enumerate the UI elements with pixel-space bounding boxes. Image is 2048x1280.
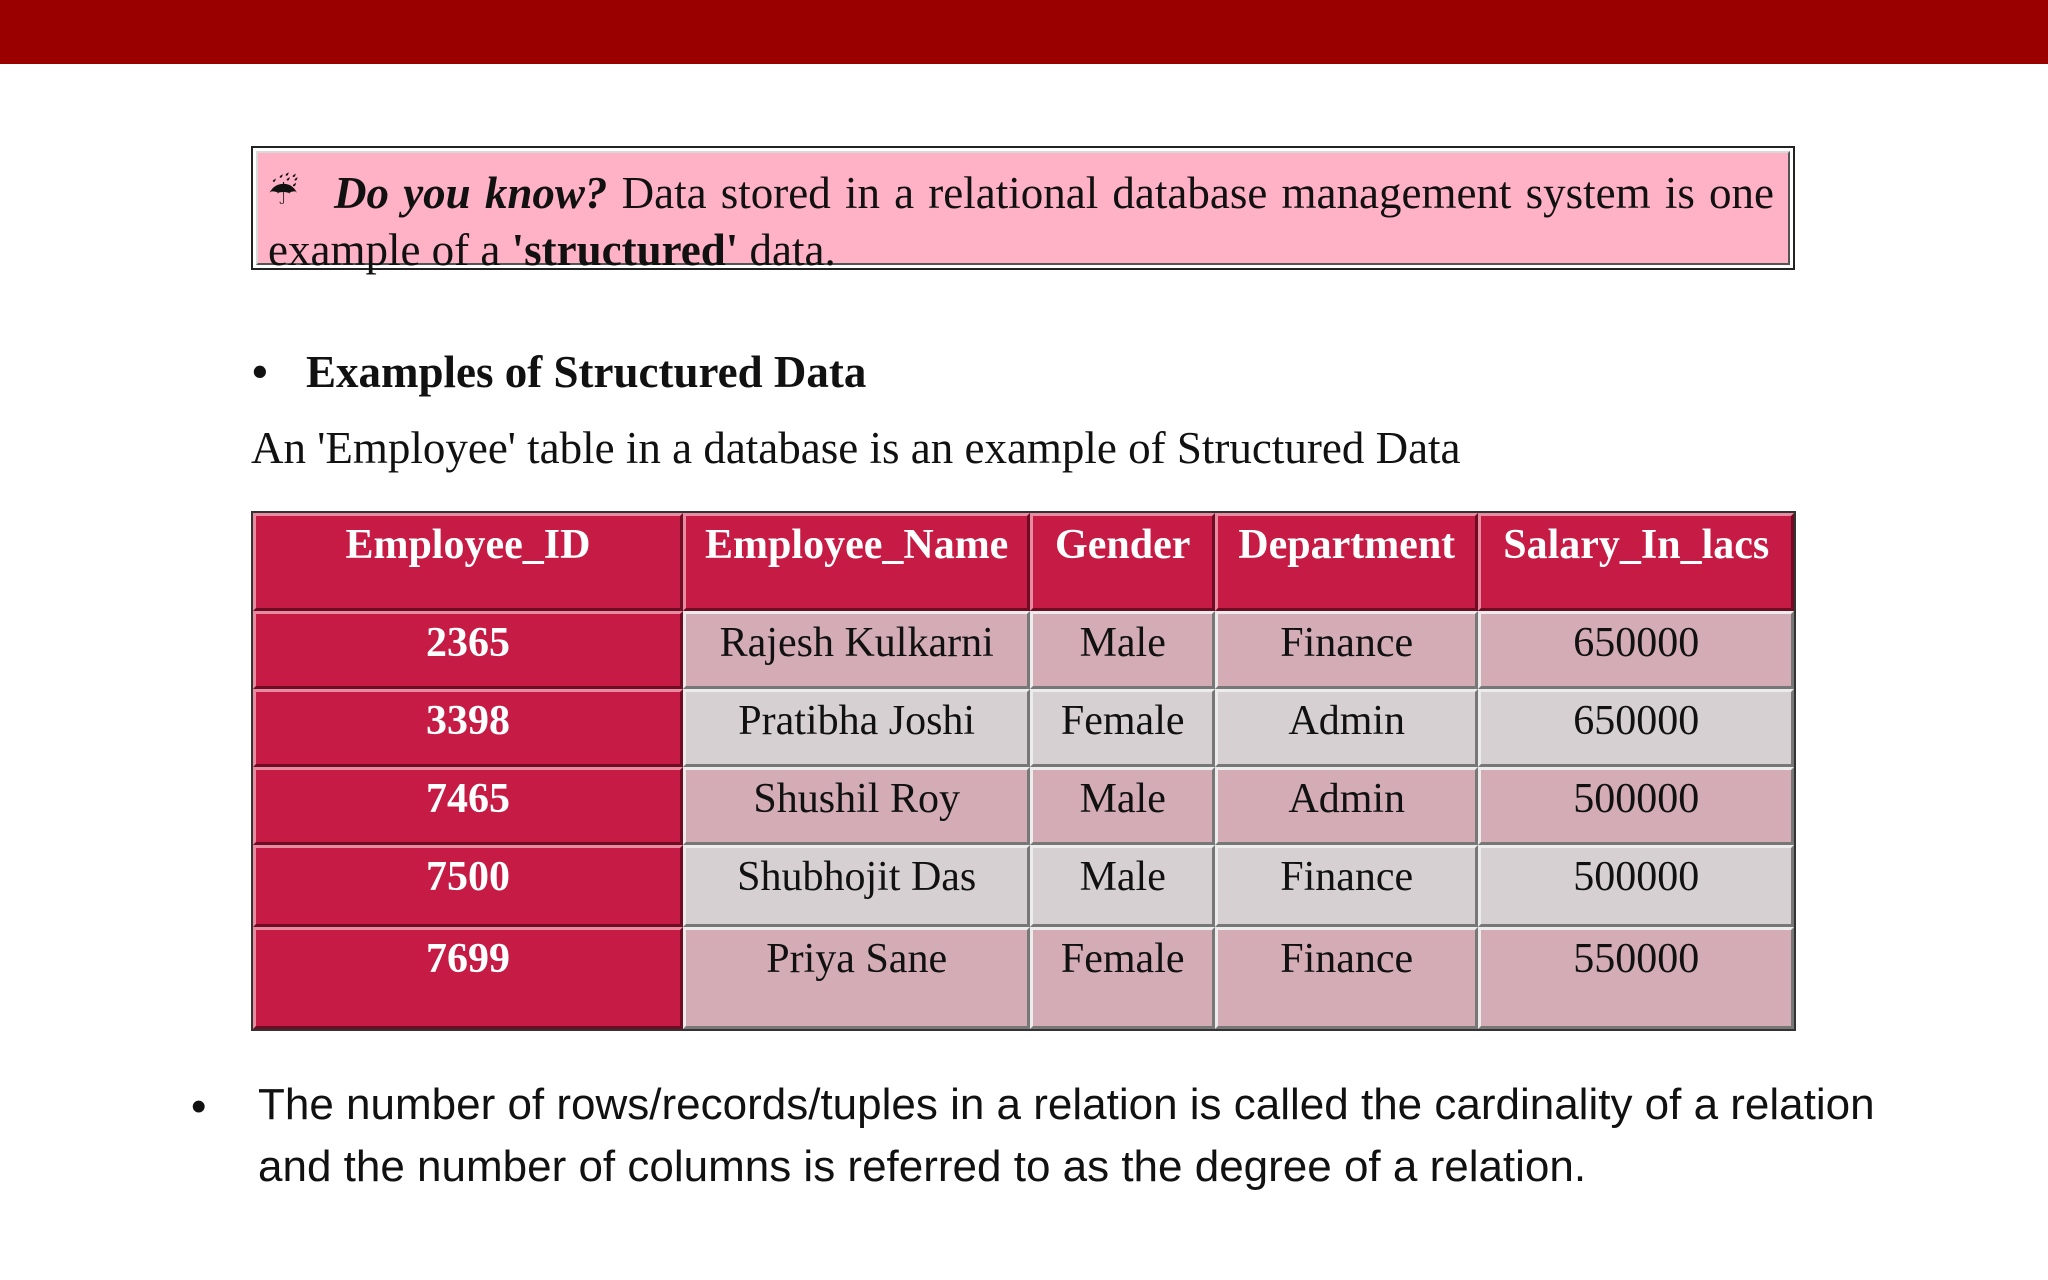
header-salary: Salary_In_lacs (1478, 513, 1794, 611)
cell-employee-id: 7699 (253, 927, 683, 1029)
header-gender: Gender (1030, 513, 1214, 611)
cell-gender: Female (1030, 689, 1214, 767)
cell-department: Admin (1215, 767, 1479, 845)
cell-gender: Male (1030, 767, 1214, 845)
info-callout-content (256, 151, 1790, 275)
cell-gender: Male (1030, 845, 1214, 927)
header-department: Department (1215, 513, 1479, 611)
cell-gender: Female (1030, 927, 1214, 1029)
cell-department: Finance (1215, 611, 1479, 689)
cell-salary: 550000 (1478, 927, 1794, 1029)
employee-table (251, 511, 1796, 1031)
header-employee-id: Employee_ID (253, 513, 683, 611)
cell-employee-name: Pratibha Joshi (683, 689, 1031, 767)
heading-bullet: • (252, 347, 268, 397)
table-row (253, 689, 1794, 767)
heading-text: Examples of Structured Data (306, 347, 867, 397)
table-row (253, 611, 1794, 689)
table-row (253, 767, 1794, 845)
info-text-before: Data stored in a relational database management system is one example of a (268, 168, 1774, 275)
cell-gender: Male (1030, 611, 1214, 689)
cell-salary: 650000 (1478, 611, 1794, 689)
cell-employee-name: Rajesh Kulkarni (683, 611, 1031, 689)
cell-employee-name: Shubhojit Das (683, 845, 1031, 927)
cell-employee-id: 7465 (253, 767, 683, 845)
rain-cloud-icon: ☔ (268, 173, 299, 213)
info-text-after: data. (738, 225, 836, 275)
cell-salary: 500000 (1478, 767, 1794, 845)
cell-employee-id: 3398 (253, 689, 683, 767)
table-row (253, 845, 1794, 927)
info-lead: Do you know? (334, 168, 608, 218)
cell-salary: 500000 (1478, 845, 1794, 927)
info-emphasis: 'structured' (511, 225, 739, 275)
cell-department: Finance (1215, 845, 1479, 927)
cell-employee-id: 7500 (253, 845, 683, 927)
section-heading (252, 344, 866, 400)
table-header-row (253, 513, 1794, 611)
cell-employee-name: Priya Sane (683, 927, 1031, 1029)
table-row (253, 927, 1794, 1029)
cell-department: Admin (1215, 689, 1479, 767)
top-title-bar (0, 0, 2048, 64)
footer-bullet: • (191, 1082, 207, 1131)
intro-text: An 'Employee' table in a database is an example of Structured Data (251, 423, 1461, 473)
header-employee-name: Employee_Name (683, 513, 1031, 611)
cell-salary: 650000 (1478, 689, 1794, 767)
info-callout-box (251, 146, 1795, 275)
cell-department: Finance (1215, 927, 1479, 1029)
cell-employee-id: 2365 (253, 611, 683, 689)
cell-employee-name: Shushil Roy (683, 767, 1031, 845)
footer-text: The number of rows/records/tuples in a relation is called the cardinality of a relation and the number of columns is referred to as the degree of a relation. (258, 1080, 1875, 1191)
